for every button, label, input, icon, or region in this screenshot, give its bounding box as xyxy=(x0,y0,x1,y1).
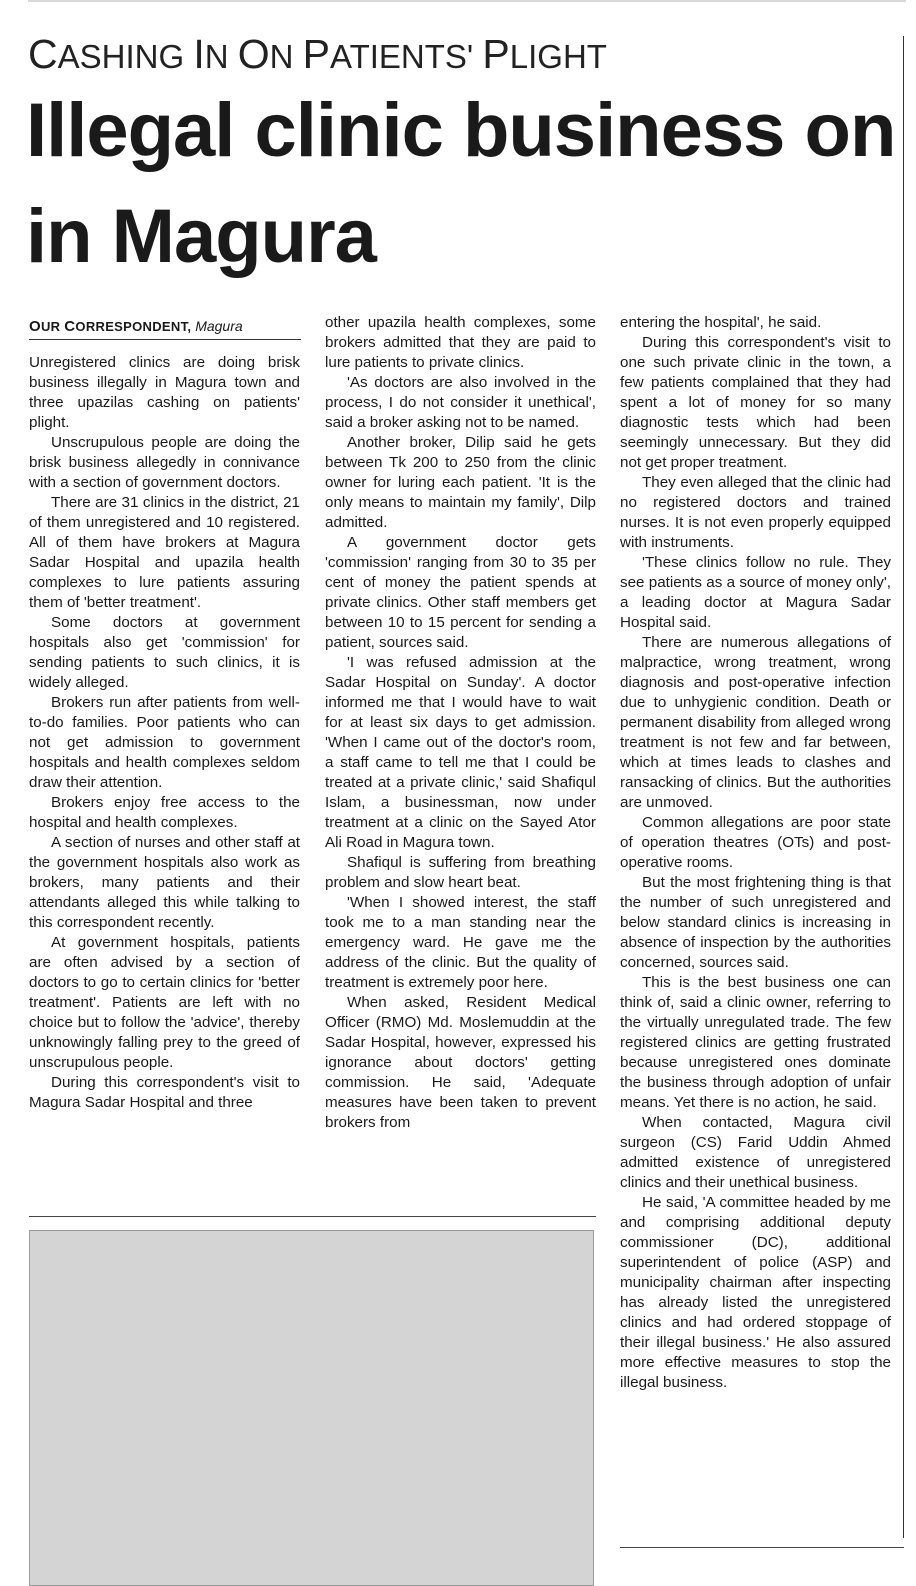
paragraph: During this correspondent's visit to Magura Sadar Hospital and three xyxy=(29,1074,300,1111)
photo-placeholder xyxy=(29,1230,594,1586)
paragraph: Shafiqul is suffering from breathing problem and slow heart beat. xyxy=(325,854,596,891)
paragraph: Another broker, Dilip said he gets between Tk 200 to 250 from the clinic owner for luring each patient. 'It is the only means to maintain my family', Dilp admitted. xyxy=(325,434,596,531)
paragraph: 'These clinics follow no rule. They see patients as a source of money only', a leading doctor at Magura Sadar Hospital said. xyxy=(620,554,891,631)
byline-place: Magura xyxy=(195,318,243,334)
paragraph: Common allegations are poor state of operation theatres (OTs) and post-operative rooms. xyxy=(620,814,891,871)
paragraph: They even alleged that the clinic had no registered doctors and trained nurses. It is not even properly equipped with instruments. xyxy=(620,474,891,551)
paragraph: 'As doctors are also involved in the process, I do not consider it unethical', said a broker asking not to be named. xyxy=(325,374,596,431)
paragraph: But the most frightening thing is that the number of such unregistered and below standard clinics is increasing in absence of inspection by the authorities concerned, sources said. xyxy=(620,874,891,971)
top-rule xyxy=(28,0,906,2)
paragraph: A government doctor gets 'commission' ranging from 30 to 35 per cent of money the patient spends at private clinics. Other staff members get between 10 to 15 percent for sending a patient, sources said. xyxy=(325,534,596,651)
paragraph: During this correspondent's visit to one such private clinic in the town, a few patients complained that they had spent a lot of money for so many diagnostic tests which had been seemingly unnecessary. But they did not get proper treatment. xyxy=(620,334,891,471)
paragraph: A section of nurses and other staff at the government hospitals also work as brokers, many patients and their attendants alleged this while talking to this correspondent recently. xyxy=(29,834,300,931)
paragraph: Unscrupulous people are doing the brisk business allegedly in connivance with a section of government doctors. xyxy=(29,434,300,491)
article-column-2 xyxy=(325,313,596,1133)
article-column-3 xyxy=(620,313,891,1393)
article-column-1 xyxy=(29,353,300,1113)
paragraph: There are 31 clinics in the district, 21 of them unregistered and 10 registered. All of them have brokers at Magura Sadar Hospital and upazila health complexes to lure patients assuring them of 'better treatment'. xyxy=(29,494,300,611)
paragraph: 'I was refused admission at the Sadar Hospital on Sunday'. A doctor informed me that I would have to wait for at least six days to get admission. 'When I came out of the doctor's room, a staff came to tell me that I could be treated at a private clinic,' said Shafiqul Islam, a businessman, now under treatment at a clinic on the Sayed Ator Ali Road in Magura town. xyxy=(325,654,596,851)
photo-top-rule xyxy=(29,1216,596,1217)
paragraph: He said, 'A committee headed by me and comprising additional deputy commissioner (DC), additional superintendent of police (ASP) and municipality chairman after inspecting has already listed the unregistered clinics and had ordered stoppage of their illegal business.' He also assured more effective measures to stop the illegal business. xyxy=(620,1194,891,1391)
paragraph: 'When I showed interest, the staff took me to a man standing near the emergency ward. He gave me the address of the clinic. But the quality of treatment is extremely poor here. xyxy=(325,894,596,991)
paragraph: At government hospitals, patients are often advised by a section of doctors to go to certain clinics for 'better treatment'. Patients are left with no choice but to follow the 'advice', thereby unknowingly falling prey to the greed of unscrupulous people. xyxy=(29,934,300,1071)
byline-author: OUR CORRESPONDENT, xyxy=(29,318,192,335)
paragraph: Brokers run after patients from well-to-do families. Poor patients who can not get admission to government hospitals and health complexes seldom draw their attention. xyxy=(29,694,300,791)
kicker-headline: CASHING IN ON PATIENTS' PLIGHT xyxy=(28,31,607,77)
paragraph: other upazila health complexes, some brokers admitted that they are paid to lure patients to private clinics. xyxy=(325,314,596,371)
paragraph: Unregistered clinics are doing brisk business illegally in Magura town and three upazilas cashing on patients' plight. xyxy=(29,354,300,431)
paragraph: When contacted, Magura civil surgeon (CS) Farid Uddin Ahmed admitted existence of unregistered clinics and their unethical business. xyxy=(620,1114,891,1191)
byline-rule xyxy=(29,339,301,340)
headline: Illegal clinic business on in Magura xyxy=(26,88,896,279)
paragraph: There are numerous allegations of malpractice, wrong treatment, wrong diagnosis and post-operative infection due to unhygienic condition. Death or permanent disability from alleged wrong treatment is not few and far between, which at times leads to clashes and ransacking of clinics. But the authorities are unmoved. xyxy=(620,634,891,811)
paragraph: entering the hospital', he said. xyxy=(620,314,822,331)
paragraph: Some doctors at government hospitals also get 'commission' for sending patients to such clinics, it is widely alleged. xyxy=(29,614,300,691)
column-end-rule xyxy=(620,1547,904,1548)
paragraph: This is the best business one can think of, said a clinic owner, referring to the virtually unregulated trade. The few registered clinics are getting frustrated because unregistered ones dominate the business through adoption of unfair means. Yet there is no action, he said. xyxy=(620,974,891,1111)
byline xyxy=(29,316,300,337)
paragraph: Brokers enjoy free access to the hospital and health complexes. xyxy=(29,794,300,831)
paragraph: When asked, Resident Medical Officer (RMO) Md. Moslemuddin at the Sadar Hospital, however, expressed his ignorance about doctors' getting commission. He said, 'Adequate measures have been taken to prevent brokers from xyxy=(325,994,596,1131)
